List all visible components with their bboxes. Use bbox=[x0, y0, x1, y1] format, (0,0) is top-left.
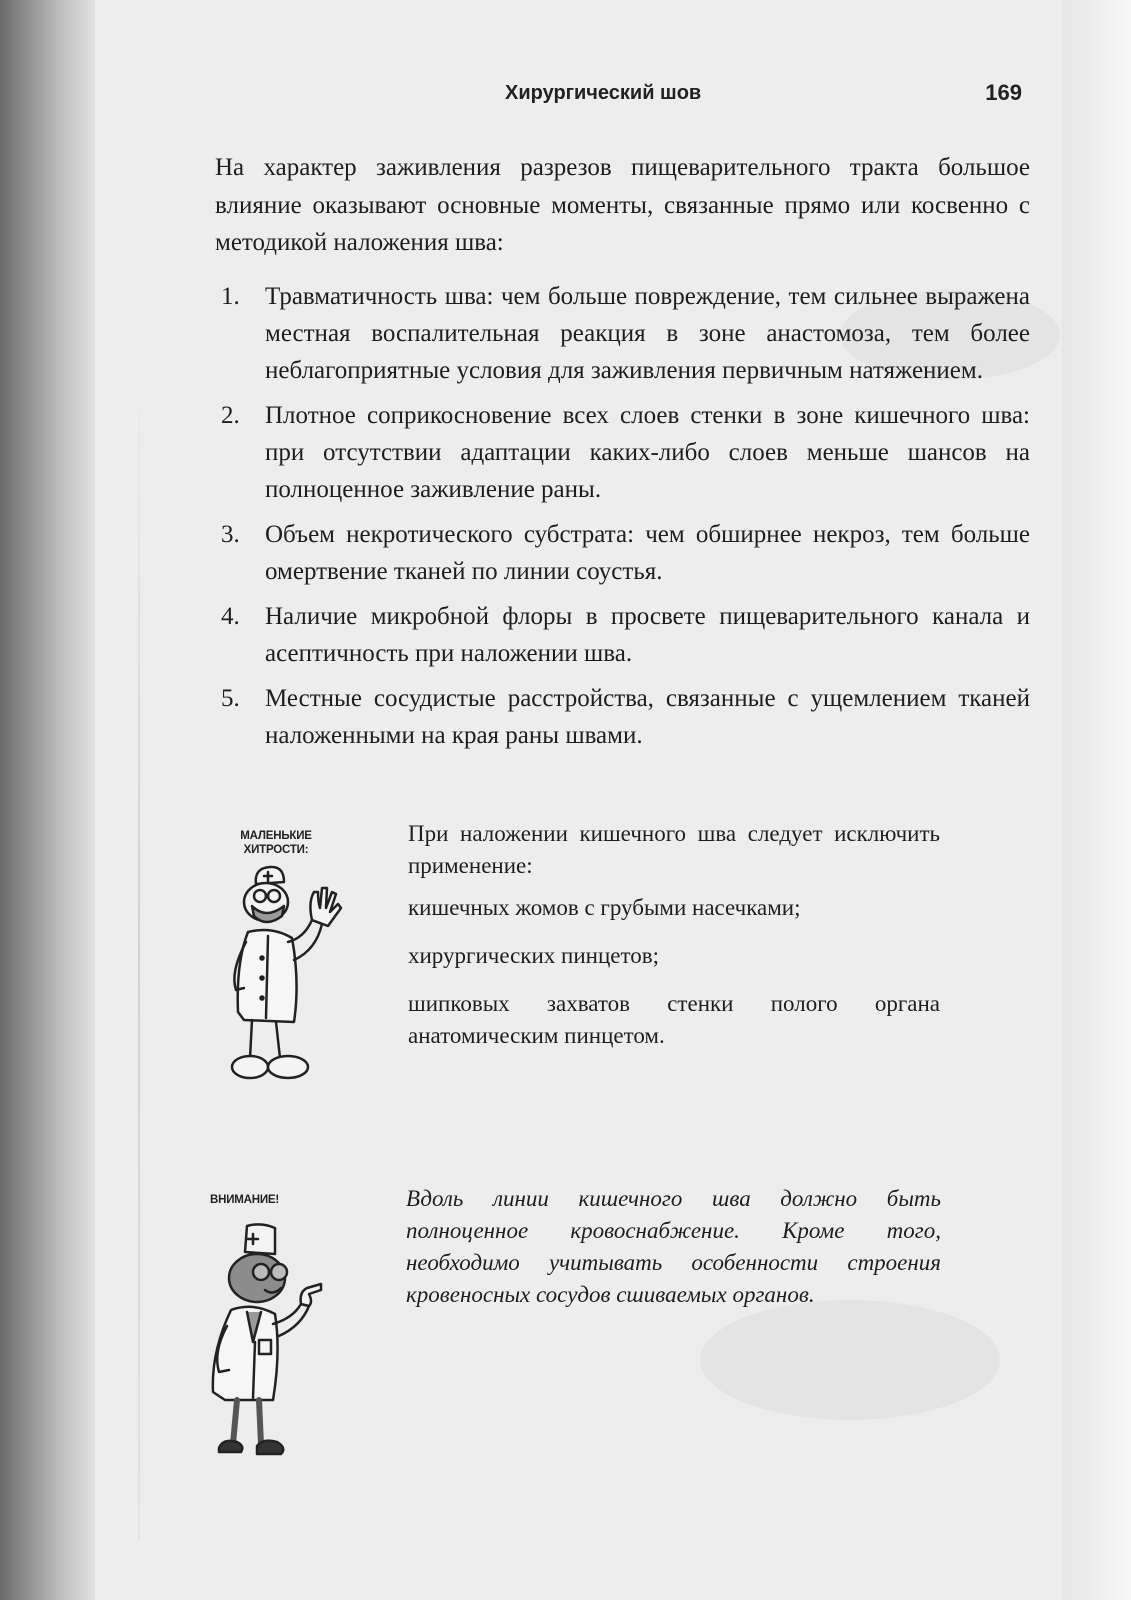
list-item bbox=[215, 397, 1030, 508]
tip-label bbox=[216, 829, 336, 857]
tip-paragraph: кишечных жомов с грубыми насечками; bbox=[408, 895, 801, 920]
list-number: 5. bbox=[221, 685, 240, 712]
list-item-text: Плотное соприкосновение всех слоев стенки в зоне кишечного шва: при отсутствии адаптации каких-либо слоев меньше шансов на полноценное заживление раны. bbox=[265, 402, 1030, 503]
intro-paragraph: На характер заживления разрезов пищеварительного тракта большое влияние оказывают основные моменты, связанные прямо или косвенно с методикой наложения шва: bbox=[215, 154, 1030, 256]
doctor-pointing-icon bbox=[203, 1222, 333, 1462]
tip-paragraph: хирургических пинцетов; bbox=[408, 943, 659, 968]
tip-content bbox=[408, 818, 940, 1068]
running-title: Хирургический шов bbox=[505, 82, 702, 104]
list-number: 2. bbox=[221, 402, 240, 429]
tip-paragraph: шипковых захватов стенки полого органа анатомическим пинцетом. bbox=[408, 991, 940, 1048]
list-number: 3. bbox=[221, 521, 240, 548]
page-edge bbox=[1062, 0, 1131, 1600]
tip-label-line: ХИТРОСТИ: bbox=[243, 844, 309, 856]
list-item bbox=[215, 680, 1030, 754]
warning-label: ВНИМАНИЕ! bbox=[210, 1194, 280, 1206]
list-item bbox=[215, 516, 1030, 590]
tip-label-line: МАЛЕНЬКИЕ bbox=[240, 830, 312, 842]
list-number: 4. bbox=[221, 603, 240, 630]
list-item-text: Наличие микробной флоры в просвете пищеварительного канала и асептичность при наложении шва. bbox=[265, 603, 1030, 667]
list-item-text: Травматичность шва: чем больше повреждение, тем сильнее выражена местная воспалительная реакция в зоне анастомоза, тем более неблагоприятные условия для заживления первичным натяжением. bbox=[265, 283, 1030, 384]
bleed-through-line bbox=[138, 360, 140, 1540]
tip-paragraph: При наложении кишечного шва следует исключить применение: bbox=[408, 821, 940, 878]
list-item bbox=[215, 598, 1030, 672]
numbered-list bbox=[215, 278, 1030, 762]
list-item bbox=[215, 278, 1030, 389]
page-number: 169 bbox=[985, 80, 1022, 105]
book-spine-shadow bbox=[0, 0, 95, 1600]
bleed-through-smudge bbox=[700, 1300, 1000, 1420]
doctor-waving-icon bbox=[224, 862, 354, 1094]
list-item-text: Местные сосудистые расстройства, связанные с ущемлением тканей наложенными на края раны швами. bbox=[265, 685, 1030, 749]
list-item-text: Объем некротического субстрата: чем обширнее некроз, тем больше омертвение тканей по линии соустья. bbox=[265, 521, 1030, 585]
list-number: 1. bbox=[221, 283, 240, 310]
warning-text: Вдоль линии кишечного шва должно быть полноценное кровоснабжение. Кроме того, необходимо учитывать особенности строения кровеносных сосудов сшиваемых органов. bbox=[406, 1186, 941, 1307]
page-header bbox=[215, 82, 1030, 116]
